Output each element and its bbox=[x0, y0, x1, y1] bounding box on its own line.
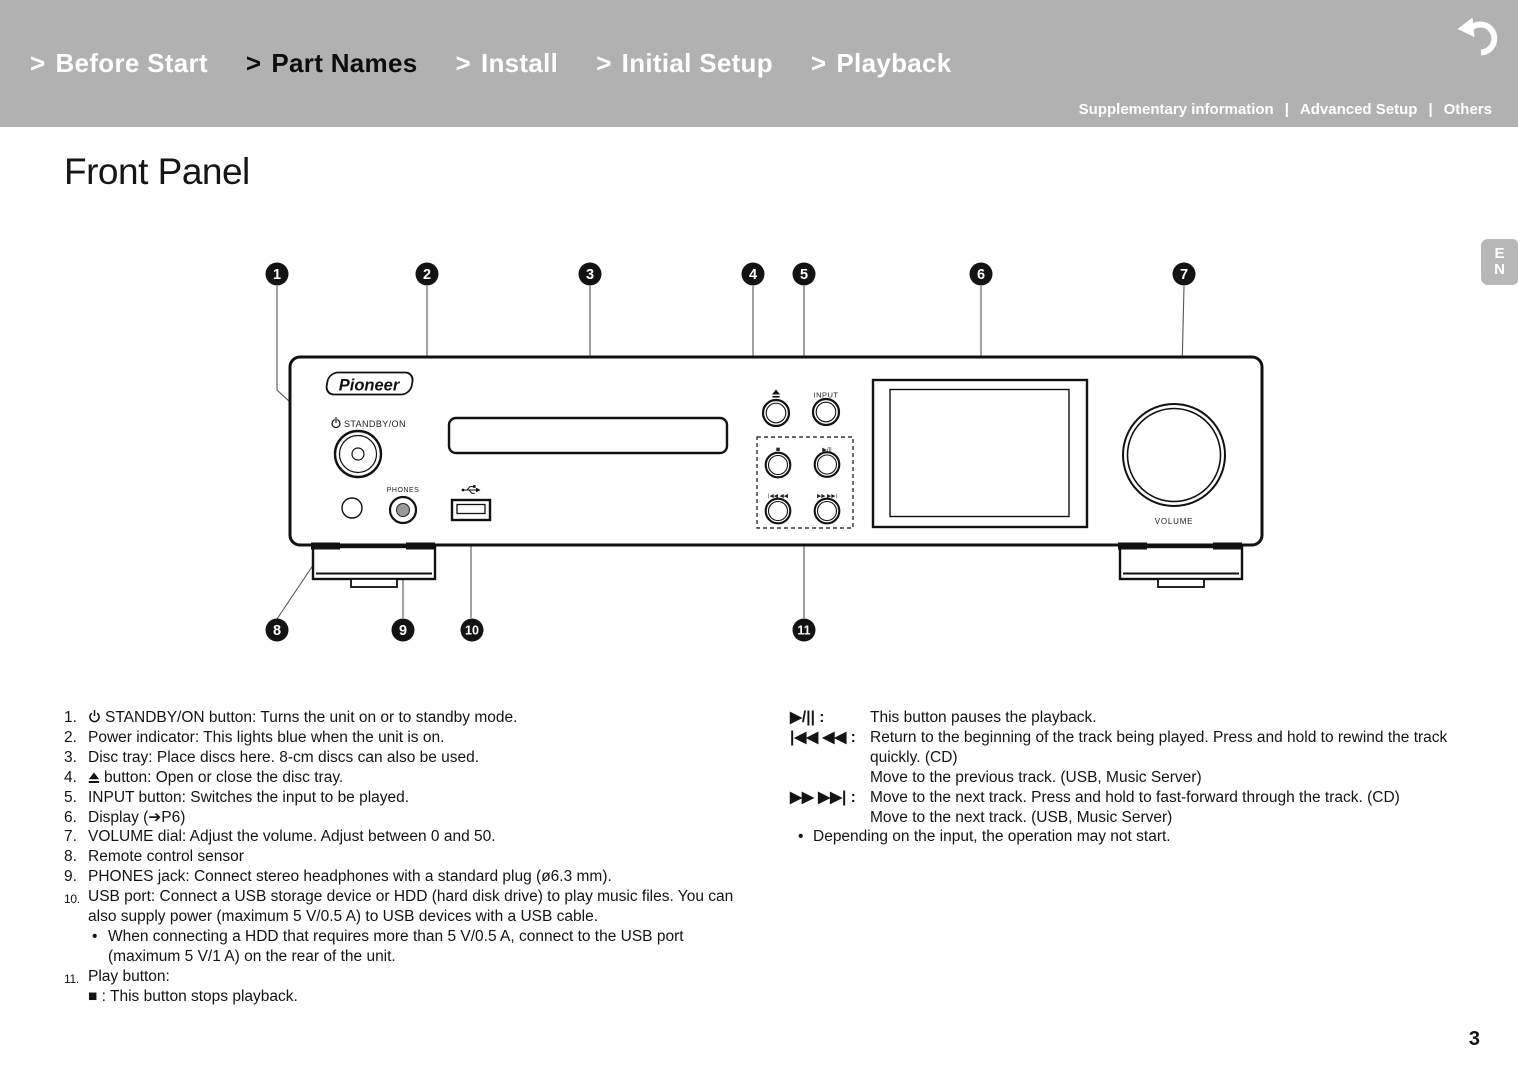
play-pause-description: ▶/|| : This button pauses the playback. bbox=[790, 709, 1097, 726]
svg-text:1: 1 bbox=[272, 267, 282, 283]
legend-item-11: 11. Play button: ■ : This button stops playback. bbox=[64, 967, 742, 1007]
callout-2 bbox=[416, 263, 439, 286]
svg-text:4: 4 bbox=[748, 267, 758, 283]
nav-initial-setup[interactable]: > Initial Setup bbox=[596, 48, 773, 78]
standby-label: STANDBY/ON bbox=[344, 419, 406, 429]
separator: | bbox=[1428, 101, 1433, 118]
language-tab-en[interactable]: E N bbox=[1481, 239, 1518, 285]
callout-10 bbox=[461, 619, 484, 642]
svg-text:3: 3 bbox=[585, 267, 595, 283]
legend-item-1: 1. STANDBY/ON button: Turns the unit on or to standby mode. bbox=[64, 709, 518, 726]
next-description: ▶▶ ▶▶| : Move to the next track. Press and hold to fast-forward through the track. (CD) Move to the next track. (USB, Music Server) bbox=[790, 788, 1400, 826]
nav-before-start[interactable]: > Before Start bbox=[30, 48, 208, 78]
page-title: Front Panel bbox=[64, 151, 250, 192]
legend-item-5: 5. INPUT button: Switches the input to be played. bbox=[64, 788, 410, 806]
nav-advanced-setup[interactable]: Advanced Setup bbox=[1299, 101, 1418, 118]
nav-playback[interactable]: > Playback bbox=[810, 48, 952, 78]
callout-3 bbox=[579, 263, 602, 286]
legend-item-4: 4. button: Open or close the disc tray. bbox=[64, 768, 344, 786]
next-label: ▶▶ ▶▶| bbox=[817, 493, 837, 500]
callout-11 bbox=[793, 619, 816, 642]
right-foot bbox=[1118, 543, 1242, 588]
nav-part-names[interactable]: > Part Names bbox=[245, 48, 418, 78]
eject-icon bbox=[88, 772, 100, 784]
svg-text:10: 10 bbox=[465, 623, 479, 638]
power-icon bbox=[88, 709, 101, 724]
chevron-icon: > bbox=[30, 48, 46, 78]
separator: | bbox=[1284, 101, 1289, 118]
legend-item-9: 9. PHONES jack: Connect stereo headphones with a standard plug (ø6.3 mm). bbox=[64, 868, 612, 886]
prev-label: |◀◀ ◀◀ bbox=[768, 493, 788, 500]
svg-text:6: 6 bbox=[976, 267, 986, 283]
callout-6 bbox=[970, 263, 993, 286]
legend-item-2: 2. Power indicator: This lights blue when the unit is on. bbox=[64, 728, 445, 746]
svg-text:2: 2 bbox=[422, 267, 432, 283]
legend-item-7: 7. VOLUME dial: Adjust the volume. Adjust between 0 and 50. bbox=[64, 828, 496, 846]
svg-text:7: 7 bbox=[1179, 267, 1189, 283]
chevron-icon: > bbox=[596, 48, 612, 78]
callout-9 bbox=[392, 619, 415, 642]
nav-others[interactable]: Others bbox=[1443, 101, 1492, 118]
svg-text:8: 8 bbox=[272, 623, 282, 639]
legend-item-10: 10. USB port: Connect a USB storage device or HDD (hard disk drive) to play music files. You can also supply power (maximum 5 V/0.5 A) to USB devices with a USB cable. • When connecting a HDD that requires more than 5 V/0.5 A, connect to the USB port (maximum 5 V/1 A) on the rear of the unit. bbox=[64, 887, 742, 967]
legend-item-3: 3. Disc tray: Place discs here. 8-cm discs can also be used. bbox=[64, 748, 480, 766]
legend-item-11-sub: ■ : This button stops playback. bbox=[88, 987, 298, 1005]
phones-label: PHONES bbox=[386, 487, 420, 494]
chevron-icon: > bbox=[245, 48, 262, 78]
playback-note: • Depending on the input, the operation may not start. bbox=[798, 828, 1171, 846]
pioneer-logo: Pioneer bbox=[338, 376, 400, 395]
callout-4 bbox=[742, 263, 765, 286]
page-number: 3 bbox=[1468, 1028, 1480, 1050]
callout-5 bbox=[793, 263, 816, 286]
volume-label: VOLUME bbox=[1154, 517, 1194, 526]
chevron-icon: > bbox=[455, 48, 471, 78]
play-pause-label: ▶/|| bbox=[822, 447, 832, 454]
legend-right-column bbox=[790, 708, 1480, 847]
nav-install[interactable]: > Install bbox=[455, 48, 559, 78]
svg-text:9: 9 bbox=[398, 623, 408, 639]
legend-item-8: 8. Remote control sensor bbox=[64, 848, 244, 866]
chevron-icon: > bbox=[810, 48, 827, 78]
legend-item-6: 6. Display (➔P6) bbox=[64, 808, 186, 826]
nav-supplementary-information[interactable]: Supplementary information bbox=[1078, 101, 1274, 118]
prev-description: |◀◀ ◀◀ : Return to the beginning of the track being played. Press and hold to rewind the track quickly. (CD) Move to the previous track. (USB, Music Server) bbox=[790, 728, 1448, 786]
callout-1 bbox=[266, 263, 289, 286]
legend-item-10-note: • When connecting a HDD that requires more than 5 V/0.5 A, connect to the USB port (maximum 5 V/1 A) on the rear of the unit. bbox=[92, 927, 684, 965]
stop-label: ■ bbox=[775, 446, 781, 454]
callout-7 bbox=[1173, 263, 1196, 286]
svg-text:5: 5 bbox=[799, 267, 809, 283]
input-label: INPUT bbox=[813, 390, 839, 400]
left-foot bbox=[311, 543, 435, 588]
legend-left-column bbox=[64, 708, 742, 1007]
svg-text:11: 11 bbox=[797, 623, 811, 638]
callout-8 bbox=[266, 619, 289, 642]
